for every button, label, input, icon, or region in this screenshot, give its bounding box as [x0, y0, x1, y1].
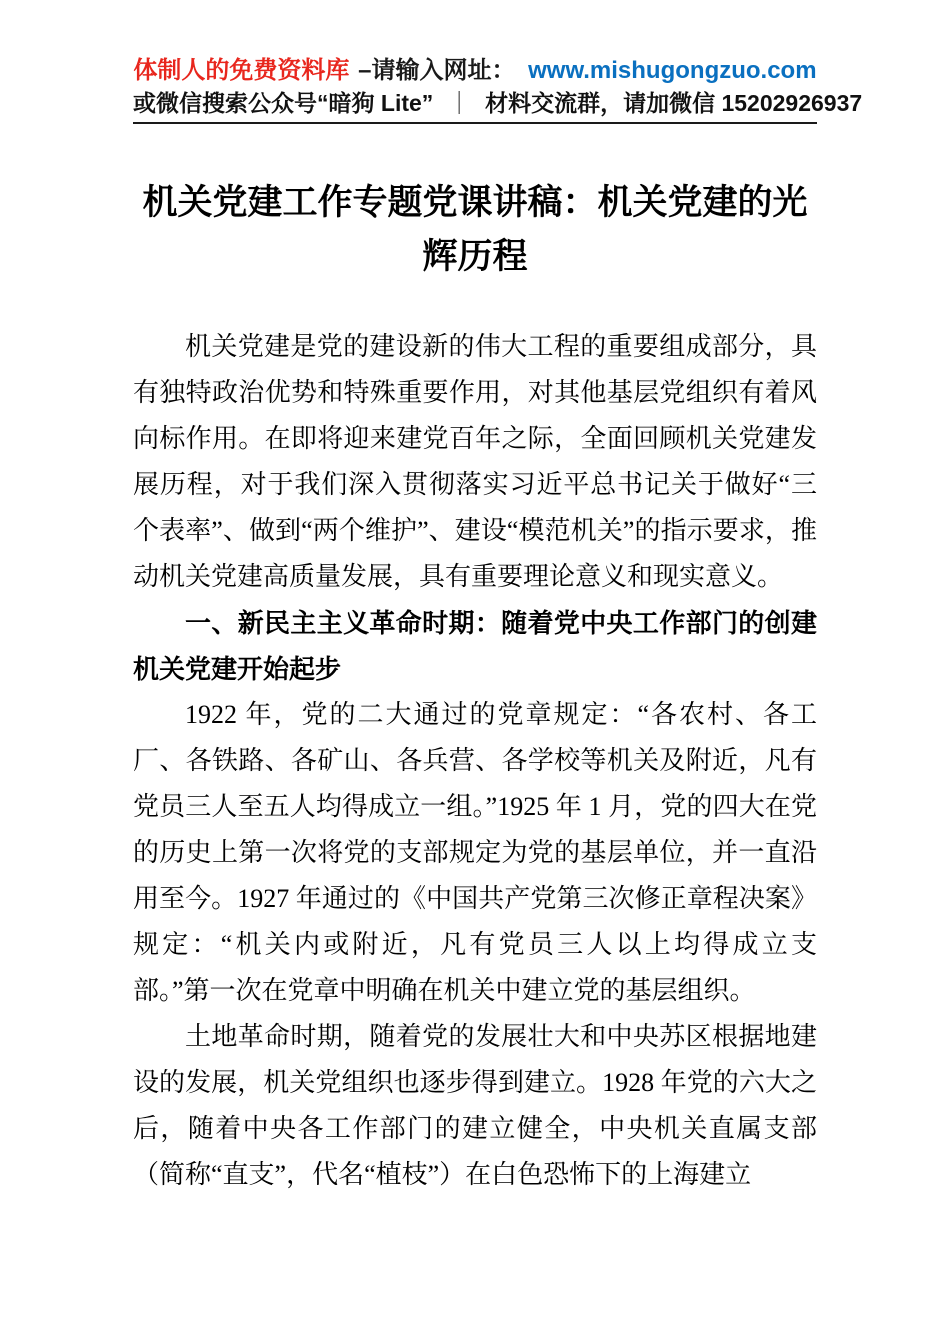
paragraph-land-revolution: 土地革命时期，随着党的发展壮大和中央苏区根据地建设的发展，机关党组织也逐步得到建立。1928 年党的六大之后，随着中央各工作部门的建立健全，中央机关直属支部（简称“直支”，代名“植枝”）在白色恐怖下的上海建立: [133, 1022, 817, 1189]
section-heading-1: 一、新民主主义革命时期：随着党中央工作部门的创建机关党建开始起步: [133, 608, 817, 684]
paragraph-intro: 机关党建是党的建设新的伟大工程的重要组成部分，具有独特政治优势和特殊重要作用，对其他基层党组织有着风向标作用。在即将迎来建党百年之际，全面回顾机关党建发展历程，对于我们深入贯彻落实习近平总书记关于做好“三个表率”、做到“两个维护”、建设“模范机关”的指示要求，推动机关党建高质量发展，具有重要理论意义和现实意义。: [133, 332, 817, 591]
url-prompt-text: –请输入网址：: [358, 57, 516, 84]
paragraph-1922-history: 1922 年，党的二大通过的党章规定：“各农村、各工厂、各铁路、各矿山、各兵营、各学校等机关及附近，凡有党员三人至五人均得成立一组。”1925 年 1 月，党的四大在党的历史上第一次将党的支部规定为党的基层单位，并一直沿用至今。1927 年通过的《中国共产党第三次修正章程决案》规定：“机关内或附近，凡有党员三人以上均得成立支部。”第一次在党章中明确在机关中建立党的基层组织。: [133, 700, 817, 1005]
promo-header-line1: [133, 56, 817, 86]
promo-header-line2: [133, 89, 863, 117]
brand-name: 体制人的免费资料库: [133, 57, 350, 84]
website-url-link[interactable]: www.mishugongzuo.com: [528, 57, 817, 84]
wechat-search-text: 或微信搜索公众号“暗狗 Lite”: [133, 90, 434, 116]
separator-bar: ｜: [447, 90, 471, 116]
promo-header: [0, 0, 950, 124]
document-title: 机关党建工作专题党课讲稿：机关党建的光辉历程: [142, 183, 808, 276]
header-divider-line: [133, 122, 817, 124]
document-body: [0, 176, 950, 1198]
contact-wechat-text: 材料交流群，请加微信 15202926937: [485, 90, 863, 116]
